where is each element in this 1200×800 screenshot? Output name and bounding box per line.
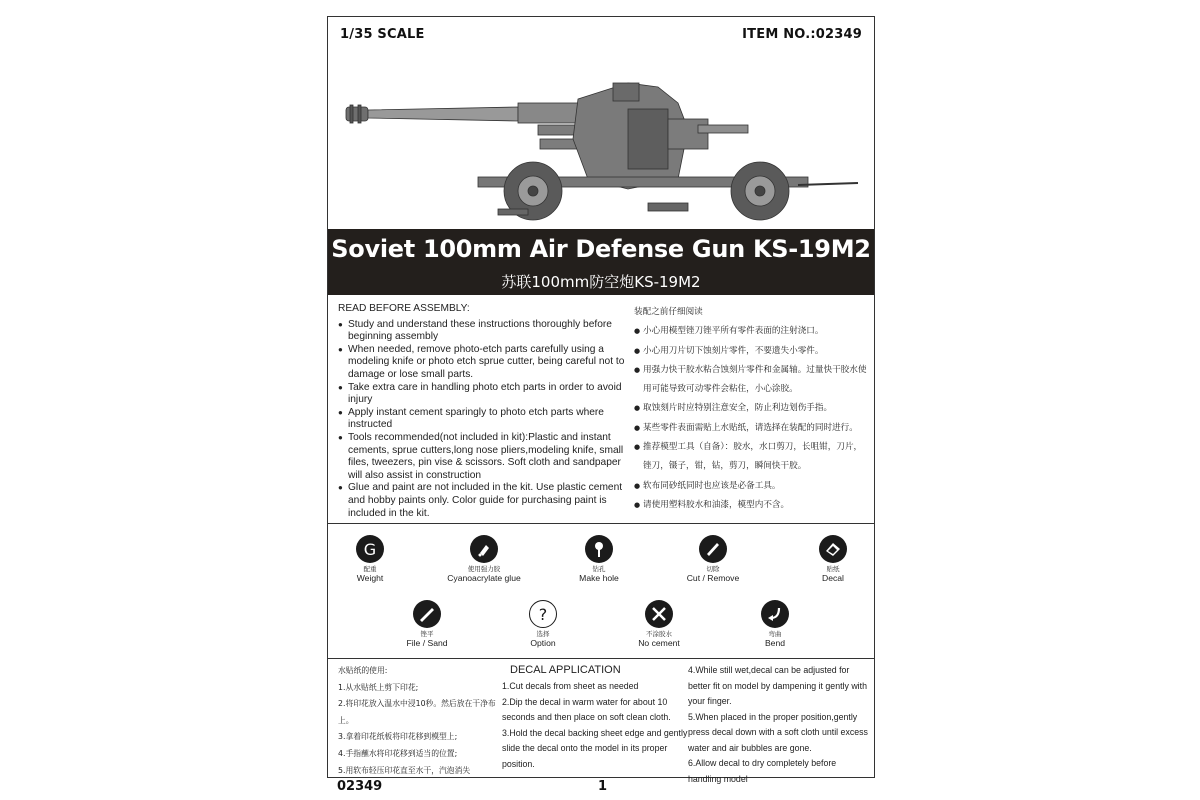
assembly-notes-heading: READ BEFORE ASSEMBLY: <box>338 303 470 314</box>
list-item: ● 取蚀刻片时应特别注意安全，防止利边划伤手指。 <box>634 399 870 418</box>
product-title-chinese: 苏联100mm防空炮KS-19M2 <box>501 273 701 291</box>
assembly-notes-english <box>338 303 628 520</box>
list-item: 2.Dip the decal in warm water for about 10 seconds and then place on soft clean cloth. <box>502 696 671 722</box>
decal-instructions-chinese <box>338 663 506 779</box>
list-item: 4.手指蘸水将印花移到适当的位置; <box>338 748 458 758</box>
legend-file: 锉平 File / Sand <box>382 600 472 648</box>
decal-heading-chinese: 水贴纸的使用: <box>338 666 388 675</box>
product-title: Soviet 100mm Air Defense Gun KS-19M2 <box>331 235 871 263</box>
weight-icon: G <box>356 535 384 563</box>
bend-icon <box>761 600 789 628</box>
legend-no-cement: 不涂胶水 No cement <box>614 600 704 648</box>
drill-icon <box>585 535 613 563</box>
legend-cut: 切除 Cut / Remove <box>668 535 758 583</box>
list-item: 3.Hold the decal backing sheet edge and gently slide the decal onto the model in its proper position. <box>502 727 688 769</box>
instruction-sheet <box>327 16 875 784</box>
list-item: 5.用软布轻压印花直至水干，汽泡消失 <box>338 765 471 775</box>
list-item: 4.While still wet,decal can be adjusted for better fit on model by dampening it gently with your finger. <box>688 665 867 706</box>
decal-instructions-english <box>502 663 694 772</box>
legend-option: ? 选择 Option <box>498 600 588 648</box>
section-divider <box>328 523 874 524</box>
list-item: ● Tools recommended(not included in kit):Plastic and instant cements, sprue cutters,long nose pliers,modeling knife, small files, tweezers, pin vise & scissors. Soft cloth and sandpaper will also assist in construction <box>338 432 628 482</box>
list-item: 1.Cut decals from sheet as needed <box>502 681 639 691</box>
gun-illustration <box>328 69 874 229</box>
list-item: ● 小心用模型锉刀锉平所有零件表面的注射浇口。 <box>634 322 870 341</box>
no-cement-icon <box>645 600 673 628</box>
legend-weight: G 配重 Weight <box>325 535 415 583</box>
option-icon: ? <box>529 600 557 628</box>
assembly-notes-chinese <box>634 303 870 515</box>
list-item: 6.Allow decal to dry completely before handling model <box>688 758 837 784</box>
decal-instructions-english-continued <box>688 663 870 787</box>
list-item: ● 请使用塑料胶水和油漆，模型内不含。 <box>634 496 870 515</box>
footer-item-code: 02349 <box>337 779 383 794</box>
legend-bend: 弯曲 Bend <box>730 600 820 648</box>
section-divider <box>328 658 874 659</box>
file-icon <box>413 600 441 628</box>
list-item: ● 软布同砂纸同时也应该是必备工具。 <box>634 477 870 496</box>
list-item: ● 用强力快干胶水粘合蚀刻片零件和金属轴。过量快干胶水使用可能导致可动零件会粘住，小心涂胶。 <box>634 361 870 400</box>
glue-icon <box>470 535 498 563</box>
list-item: ● Glue and paint are not included in the kit. Use plastic cement and hobby paints only. Color guide for purchasing paint is included in the kit. <box>338 482 628 520</box>
legend-glue: 使用强力胶 Cyanoacrylate glue <box>439 535 529 583</box>
list-item: ● When needed, remove photo-etch parts carefully using a modeling knife or photo etch sprue cutter, being careful not to damage or lose small parts. <box>338 344 628 382</box>
list-item: ● 推荐模型工具（自备）：胶水，水口剪刀，长咀钳，刀片，锉刀，镊子，钳，钻，剪刀，瞬间快干胶。 <box>634 438 870 477</box>
list-item: 3.拿着印花纸板将印花移到模型上; <box>338 732 458 742</box>
scale-label: 1/35 SCALE <box>340 27 425 42</box>
list-item: ● Apply instant cement sparingly to photo etch parts where instructed <box>338 407 628 432</box>
list-item: 2.将印花放入温水中浸10秒。然后放在干净布上。 <box>338 699 496 725</box>
legend-decal: 贴纸 Decal <box>788 535 878 583</box>
decal-heading: DECAL APPLICATION <box>510 664 621 676</box>
assembly-notes-heading-chinese: 装配之前仔细阅读 <box>634 307 703 317</box>
list-item: 1.从水贴纸上剪下印花; <box>338 682 419 692</box>
list-item: 5.When placed in the proper position,gently press decal down with a soft cloth until excess water and air bubbles are gone. <box>688 711 868 753</box>
list-item: ● 某些零件表面需贴上水贴纸，请选择在装配的同时进行。 <box>634 419 870 438</box>
list-item: ● Study and understand these instructions thoroughly before beginning assembly <box>338 319 628 344</box>
list-item: ● Take extra care in handling photo etch parts in order to avoid injury <box>338 382 628 407</box>
list-item: ● 小心用刀片切下蚀刻片零件，不要遗失小零件。 <box>634 342 870 361</box>
page-number: 1 <box>598 779 608 794</box>
legend-drill: 钻孔 Make hole <box>554 535 644 583</box>
cut-icon <box>699 535 727 563</box>
decal-icon <box>819 535 847 563</box>
item-number: ITEM NO.:02349 <box>742 27 862 42</box>
